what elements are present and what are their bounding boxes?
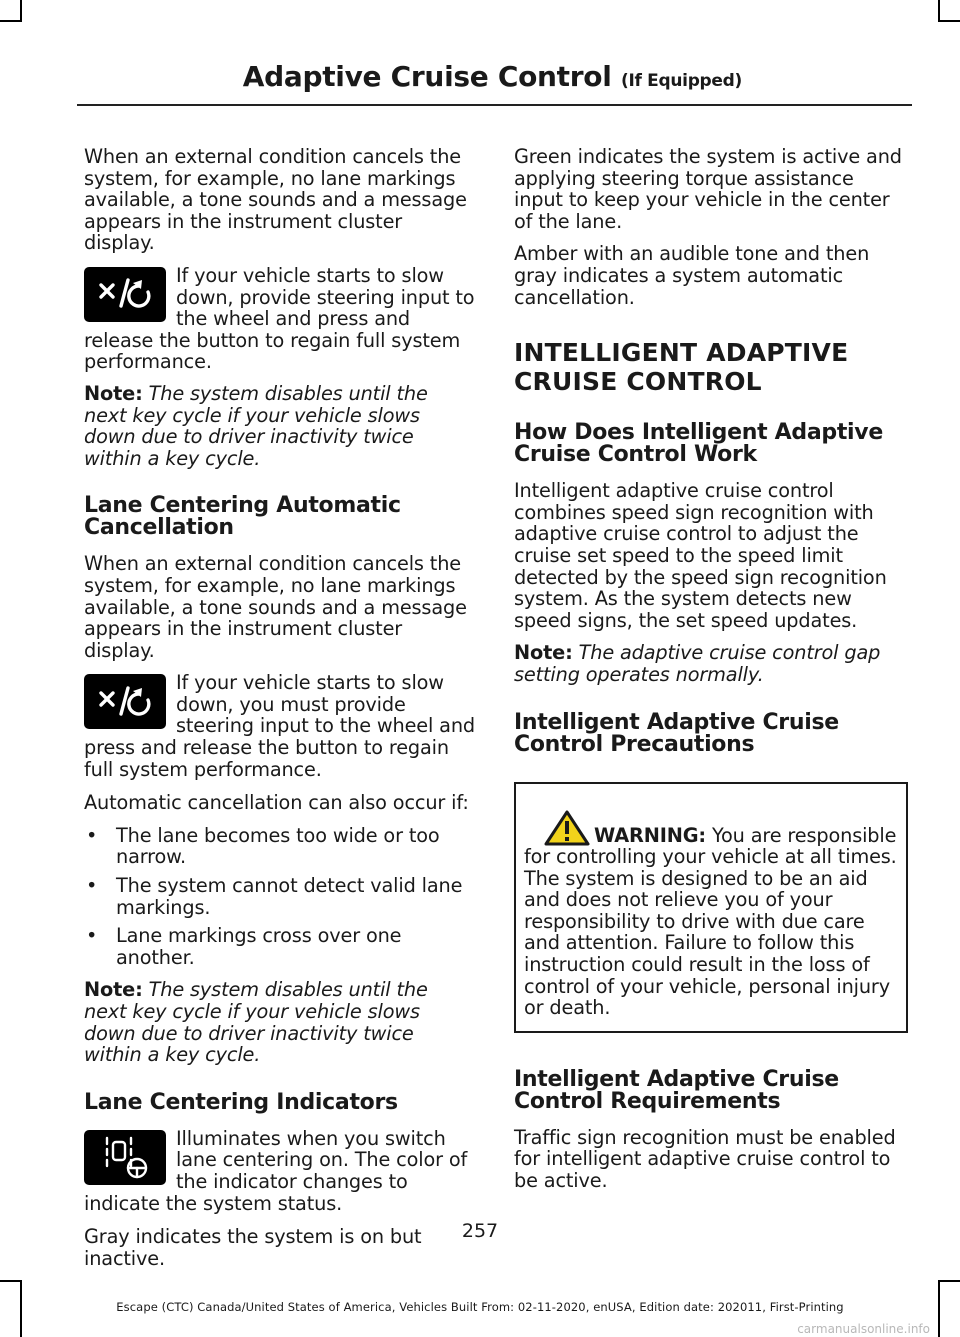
note xyxy=(514,642,908,685)
warning-text: You are responsible for controlling your vehicle at all times. The system is designed to be an aid and does not relieve you of your responsibility to drive with due care and attention. Failure to follow this instruction could result in the loss of control of your vehicle, personal injury or death. xyxy=(524,823,897,1020)
chapter-heading-line: CRUISE CONTROL xyxy=(514,367,762,397)
note xyxy=(84,979,476,1065)
section-heading: Intelligent Adaptive Cruise Control Precautions xyxy=(514,709,839,757)
paragraph: Automatic cancellation can also occur if: xyxy=(84,791,469,815)
list-item-text: The lane becomes too wide or too narrow. xyxy=(116,823,440,869)
page-number: 257 xyxy=(461,1220,499,1242)
paragraph: Amber with an audible tone and then gray indicates a system automatic cancellation. xyxy=(514,242,870,309)
crop-mark xyxy=(20,0,22,22)
left-column xyxy=(84,146,476,1280)
bullet: • xyxy=(86,874,98,898)
note-label: Note: xyxy=(514,641,573,665)
warning-box xyxy=(514,782,908,1033)
paragraph: When an external condition cancels the system, for example, no lane markings available, a tone sounds and a message appears in the instrument cluster display. xyxy=(84,552,467,662)
note-label: Note: xyxy=(84,978,143,1002)
list-item xyxy=(84,875,476,918)
section-heading: Intelligent Adaptive Cruise Control Requirements xyxy=(514,1066,839,1114)
list-item-text: Lane markings cross over one another. xyxy=(116,924,402,969)
lane-cancel-icon xyxy=(84,674,166,729)
list-item xyxy=(84,825,476,868)
page-header xyxy=(243,60,742,93)
crop-mark xyxy=(938,0,940,22)
icon-paragraph xyxy=(84,1128,476,1214)
paragraph: Gray indicates the system is on but inactive. xyxy=(84,1225,422,1270)
crop-mark xyxy=(0,20,22,22)
paragraph: Intelligent adaptive cruise control combines speed sign recognition with adaptive cruise control to adjust the cruise set speed to the speed limit detected by the speed sign recognition system. As the system detects new speed signs, the set speed updates. xyxy=(514,479,887,632)
crop-mark xyxy=(938,20,960,22)
chapter-heading-line: INTELLIGENT ADAPTIVE xyxy=(514,338,849,368)
footer-text: Escape (CTC) Canada/United States of America, Vehicles Built From: 02-11-2020, enUSA, Edition date: 202011, First-Printing xyxy=(116,1300,844,1314)
chapter-heading xyxy=(514,338,908,396)
note-text: The system disables until the next key cycle if your vehicle slows down due to driver inactivity twice within a key cycle. xyxy=(84,381,428,470)
section-heading: How Does Intelligent Adaptive Cruise Control Work xyxy=(514,420,883,468)
note-text: The adaptive cruise control gap setting operates normally. xyxy=(514,641,881,686)
watermark: carmanualsonline.info xyxy=(797,1322,930,1336)
icon-paragraph xyxy=(84,672,476,780)
warning-triangle-icon xyxy=(544,810,590,846)
note xyxy=(84,383,476,469)
icon-paragraph xyxy=(84,265,476,373)
header-title: Adaptive Cruise Control xyxy=(242,60,612,93)
bullet: • xyxy=(86,924,98,948)
paragraph: If your vehicle starts to slow down, provide steering input to the wheel and press and release the button to regain full system performance. xyxy=(84,264,475,373)
paragraph: Illuminates when you switch lane centering on. The color of the indicator changes to indicate the system status. xyxy=(84,1127,468,1215)
paragraph: Traffic sign recognition must be enabled for intelligent adaptive cruise control to be active. xyxy=(514,1125,896,1193)
paragraph: Green indicates the system is active and applying steering torque assistance input to keep your vehicle in the center of the lane. xyxy=(514,145,902,233)
crop-mark xyxy=(0,1280,22,1282)
lane-centering-indicator-icon xyxy=(84,1130,166,1185)
crop-mark xyxy=(938,1280,960,1282)
list-item xyxy=(84,925,476,968)
header-rule xyxy=(77,104,912,106)
right-column xyxy=(514,146,908,1203)
list-item-text: The system cannot detect valid lane markings. xyxy=(116,874,463,919)
header-title-suffix: (If Equipped) xyxy=(620,71,742,91)
section-heading: Lane Centering Indicators xyxy=(84,1089,398,1115)
section-heading: Lane Centering Automatic Cancellation xyxy=(84,493,401,541)
note-label: Note: xyxy=(84,381,143,405)
warning-label: WARNING: xyxy=(594,823,706,847)
paragraph: If your vehicle starts to slow down, you must provide steering input to the wheel and press and release the button to regain full system performance. xyxy=(84,672,476,781)
bullet: • xyxy=(86,823,98,847)
note-text: The system disables until the next key cycle if your vehicle slows down due to driver inactivity twice within a key cycle. xyxy=(84,978,428,1067)
bullet-list xyxy=(84,825,476,969)
paragraph: When an external condition cancels the system, for example, no lane markings available, a tone sounds and a message appears in the instrument cluster display. xyxy=(84,145,467,255)
lane-cancel-icon xyxy=(84,267,166,322)
